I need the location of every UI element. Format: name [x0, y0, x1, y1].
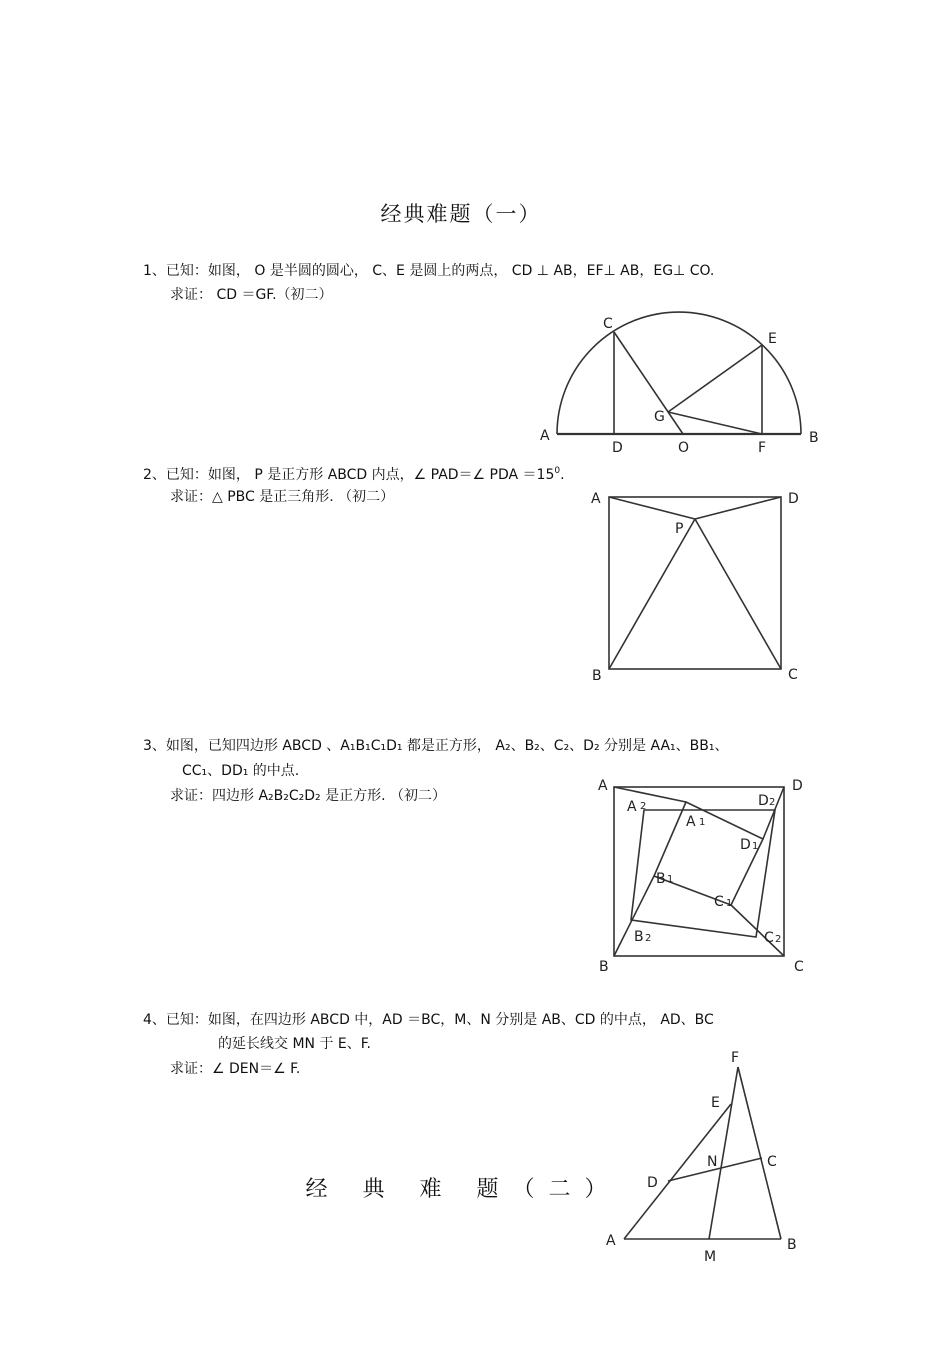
- segment-bf: [738, 1067, 781, 1239]
- label-a: A: [606, 1233, 616, 1249]
- segment-ae: [624, 1104, 731, 1239]
- label-p: P: [675, 521, 684, 537]
- label-a: A: [598, 778, 608, 794]
- label-b2: B: [634, 929, 644, 945]
- label-d: D: [612, 440, 623, 456]
- square-abcd: [609, 497, 781, 669]
- label-d: D: [792, 778, 803, 794]
- problem-4-statement-cont: 的延长线交 MN 于 E、F.: [218, 1036, 372, 1052]
- label-n: N: [707, 1154, 718, 1170]
- segment-dp: [695, 497, 781, 519]
- label-c: C: [767, 1154, 777, 1170]
- label-f: F: [731, 1050, 740, 1066]
- label-e: E: [711, 1095, 720, 1111]
- label-a2: A: [627, 799, 637, 815]
- label-b1: B: [656, 871, 666, 887]
- label-a: A: [540, 428, 550, 444]
- label-b: B: [592, 668, 602, 684]
- problem-1-claim: 求证： CD ＝GF.（初二）: [170, 287, 333, 303]
- label-d1-sub: 1: [752, 841, 759, 852]
- label-c: C: [794, 959, 804, 975]
- label-c: C: [788, 667, 798, 683]
- label-b2-sub: 2: [645, 933, 652, 944]
- label-e: E: [768, 331, 777, 347]
- square-a1b1c1d1: [654, 802, 763, 905]
- semicircle-arc: [557, 312, 801, 434]
- problem-2-statement-main: 2、已知：如图， P 是正方形 ABCD 内点，∠ PAD＝∠ PDA ＝15: [143, 467, 555, 483]
- square-a2b2c2d2: [631, 810, 775, 937]
- figure-4-quadrilateral: [606, 1050, 797, 1265]
- figure-2-square: [591, 491, 799, 684]
- label-d2-sub: 2: [769, 797, 776, 808]
- problem-4-claim: 求证：∠ DEN＝∠ F.: [170, 1061, 301, 1077]
- label-m: M: [704, 1249, 717, 1265]
- problem-3-statement-cont: CC₁、DD₁ 的中点.: [182, 763, 300, 779]
- problem-3-claim: 求证：四边形 A₂B₂C₂D₂ 是正方形. （初二）: [170, 788, 446, 804]
- segment-pb: [609, 519, 695, 669]
- problem-4-statement: 4、已知：如图，在四边形 ABCD 中，AD ＝BC，M、N 分别是 AB、CD 的中点， AD、BC: [143, 1012, 714, 1028]
- label-a1-sub: 1: [699, 817, 706, 828]
- label-f: F: [758, 440, 767, 456]
- label-g: G: [654, 409, 665, 425]
- label-a: A: [591, 491, 601, 507]
- segment-co: [614, 332, 683, 434]
- label-a1: A: [686, 814, 696, 830]
- label-c2-sub: 2: [775, 934, 782, 945]
- segment-eg: [668, 345, 762, 412]
- label-c: C: [603, 316, 613, 332]
- figure-3-squares: [598, 778, 804, 975]
- segment-gf: [668, 412, 762, 434]
- problem-1-statement: 1、已知：如图， O 是半圆的圆心， C、E 是圆上的两点， CD ⊥ AB，EF⊥ AB，EG⊥ CO.: [143, 263, 715, 279]
- problem-2-statement-end: .: [560, 467, 565, 483]
- figure-1-semicircle: [540, 312, 819, 456]
- label-b: B: [787, 1237, 797, 1253]
- segment-pc: [695, 519, 781, 669]
- label-d2: D: [758, 793, 769, 809]
- label-d: D: [647, 1175, 658, 1191]
- label-a2-sub: 2: [640, 801, 647, 812]
- page-title-1: 经典难题（一）: [380, 202, 542, 226]
- label-d1: D: [740, 837, 751, 853]
- segment-aa1: [614, 787, 686, 802]
- segment-mf: [709, 1067, 738, 1239]
- label-c1: C: [714, 894, 724, 910]
- label-d: D: [788, 491, 799, 507]
- problem-2-degree: 0: [554, 466, 561, 476]
- problem-2-claim: 求证：△ PBC 是正三角形. （初二）: [170, 489, 395, 505]
- problem-3-statement: 3、如图，已知四边形 ABCD 、A₁B₁C₁D₁ 都是正方形， A₂、B₂、C₂、D₂ 分别是 AA₁、BB₁、: [143, 738, 729, 754]
- label-b: B: [599, 959, 609, 975]
- segment-ap: [609, 497, 695, 519]
- label-o: O: [678, 440, 690, 456]
- label-b: B: [809, 430, 819, 446]
- page-title-2: 经 典 难 题（二）: [305, 1177, 621, 1202]
- segment-cc1: [731, 905, 784, 956]
- label-c1-sub: 1: [726, 898, 733, 909]
- label-c2: C: [764, 930, 774, 946]
- label-b1-sub: 1: [667, 874, 674, 885]
